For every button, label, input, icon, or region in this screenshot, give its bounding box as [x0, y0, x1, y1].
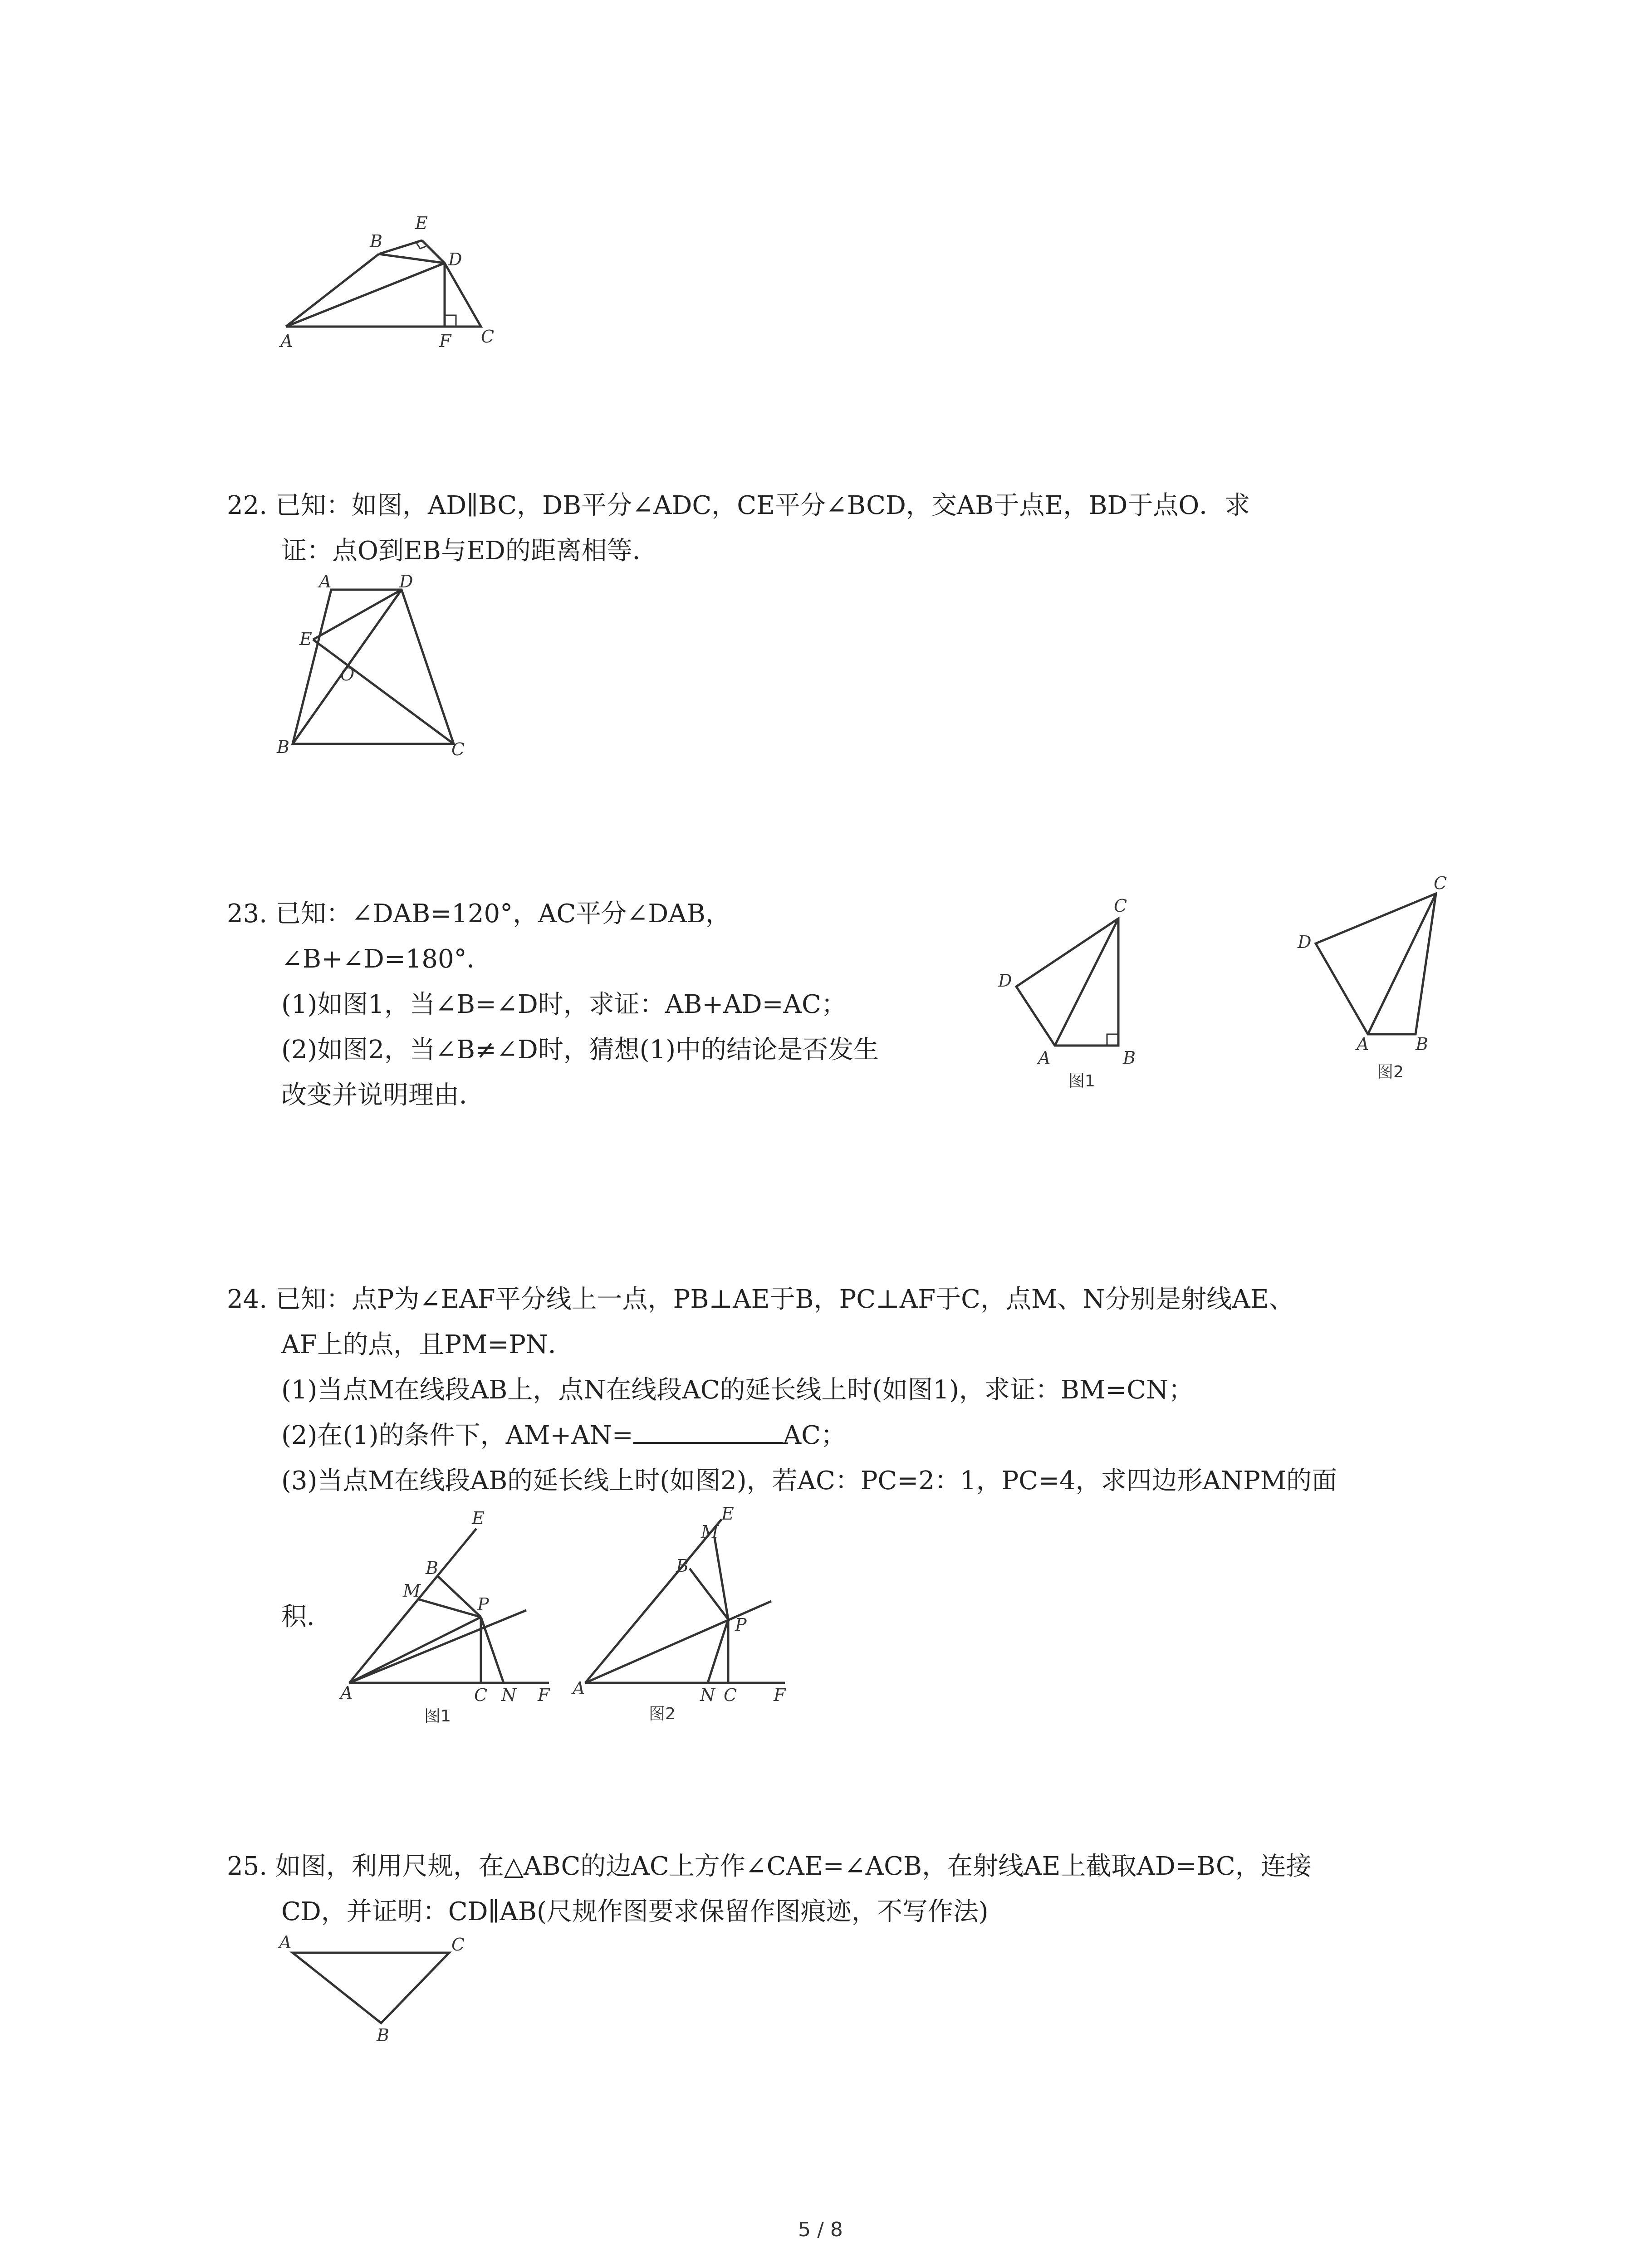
q24-fig1-segment-pn — [481, 1617, 504, 1683]
q24-fig2-label-c: C — [724, 1685, 737, 1705]
question-25 — [227, 1844, 1312, 1935]
q24-fig1-label-a: A — [340, 1683, 353, 1703]
q22-label-o: O — [340, 665, 355, 684]
q24-figure-1 — [336, 1508, 563, 1733]
q21-label-c: C — [481, 327, 495, 347]
q22-label-c: C — [451, 739, 465, 759]
q25-label-c: C — [451, 1935, 465, 1955]
q24-fig2-bisector — [585, 1601, 771, 1683]
q24-fig2-label-f: F — [774, 1685, 786, 1705]
q24-fig1-caption: 图1 — [424, 1707, 451, 1725]
q22-text-line-1: 22. 已知：如图，AD∥BC，DB平分∠ADC，CE平分∠BCD，交AB于点E，BD于点O．求 — [227, 491, 1250, 520]
question-24 — [227, 1277, 1337, 1504]
q24-fig1-segment-ap — [349, 1617, 481, 1683]
q21-segment-be — [379, 240, 422, 254]
page-number: 5 / 8 — [798, 2218, 843, 2241]
q25-figure — [272, 1930, 490, 2048]
q23-fig1-quadrilateral — [1016, 919, 1118, 1046]
q24-text-line-3: (1)当点M在线段AB上，点N在线段AC的延长线上时(如图1)，求证：BM=CN； — [281, 1375, 1194, 1405]
q21-label-a: A — [280, 331, 293, 351]
q25-label-a: A — [279, 1932, 292, 1952]
q22-label-a: A — [319, 572, 332, 591]
q24-text-line-4 — [227, 1413, 1337, 1458]
q21-label-b: B — [370, 231, 382, 251]
q23-fig2-label-b: B — [1416, 1034, 1428, 1054]
q23-fig2-label-c: C — [1434, 873, 1447, 893]
q23-fig1-caption: 图1 — [1068, 1072, 1095, 1090]
q24-text-line-6 — [281, 1594, 332, 1640]
q23-fig1-label-c: C — [1114, 896, 1127, 916]
q23-figure-2 — [1288, 873, 1470, 1091]
q24-line-4-suffix: AC； — [783, 1421, 847, 1450]
q24-fig1-ray-ae — [349, 1529, 476, 1683]
q23-fig1-label-d: D — [998, 971, 1012, 991]
q24-fig2-caption: 图2 — [649, 1705, 676, 1723]
q24-fig1-label-n: N — [501, 1685, 517, 1705]
q22-text-line-2: 证：点O到EB与ED的距离相等． — [281, 536, 658, 566]
q24-text-line-1: 24. 已知：点P为∠EAF平分线上一点，PB⊥AE于B，PC⊥AF于C，点M、N分别是射线AE、 — [227, 1285, 1294, 1314]
q23-fig2-quadrilateral — [1316, 894, 1436, 1034]
question-22 — [227, 483, 1250, 574]
q25-text-line-2: CD，并证明：CD∥AB(尺规作图要求保留作图痕迹，不写作法) — [281, 1897, 989, 1926]
q23-fig2-caption: 图2 — [1377, 1063, 1404, 1081]
q23-fig2-label-a: A — [1357, 1034, 1369, 1054]
q23-text-line-4: (2)如图2，当∠B≠∠D时，猜想(1)中的结论是否发生 — [281, 1035, 879, 1065]
q21-label-e: E — [415, 213, 428, 233]
q21-label-f: F — [439, 331, 451, 351]
q23-fig1-segment-ac — [1055, 919, 1118, 1046]
q22-trapezoid — [293, 590, 454, 744]
q22-label-b: B — [277, 737, 289, 757]
q21-figure — [268, 213, 508, 358]
q23-text-line-2: ∠B+∠D=180°． — [281, 944, 492, 974]
q23-fig1-label-a: A — [1038, 1048, 1051, 1068]
q24-figure-2 — [567, 1501, 803, 1733]
q24-text-line-2: AF上的点，且PM=PN． — [281, 1330, 573, 1359]
q24-text-line-6-text: 积． — [281, 1602, 332, 1632]
q24-fig1-label-p: P — [477, 1594, 489, 1614]
q23-fig1-label-b: B — [1123, 1048, 1136, 1068]
q24-fig2-label-m: M — [701, 1522, 719, 1542]
q24-line-4-prefix: (2)在(1)的条件下，AM+AN= — [281, 1421, 633, 1450]
q24-fig1-label-m: M — [403, 1581, 421, 1601]
q24-fig2-segment-bp — [690, 1569, 728, 1619]
q21-triangle — [286, 263, 481, 327]
q25-text-line-1: 25. 如图，利用尺规，在△ABC的边AC上方作∠CAE=∠ACB，在射线AE上截取AD=BC，连接 — [227, 1852, 1312, 1881]
q21-label-d: D — [448, 249, 462, 269]
q24-fig2-label-a: A — [573, 1678, 585, 1698]
q23-text-line-3: (1)如图1，当∠B=∠D时，求证：AB+AD=AC； — [281, 990, 847, 1019]
q22-segment-ed — [313, 590, 402, 640]
q22-figure — [272, 572, 481, 762]
q24-fig2-label-p: P — [735, 1615, 747, 1635]
q23-text-line-5: 改变并说明理由． — [281, 1080, 485, 1110]
q23-text-line-1: 23. 已知：∠DAB=120°，AC平分∠DAB， — [227, 899, 731, 929]
q21-segment-bd — [379, 254, 445, 263]
q24-fig1-label-f: F — [538, 1685, 550, 1705]
q22-segment-ec — [313, 640, 454, 744]
q23-fig2-label-d: D — [1298, 932, 1312, 952]
q25-label-b: B — [377, 2025, 389, 2045]
q21-right-angle-f — [445, 315, 456, 327]
q24-fig1-label-c: C — [474, 1685, 488, 1705]
q24-fig2-ray-ae — [585, 1520, 721, 1683]
q24-answer-blank[interactable] — [633, 1415, 783, 1444]
q24-fig2-label-b: B — [676, 1556, 689, 1576]
q24-fig2-label-e: E — [721, 1504, 734, 1524]
q24-text-line-5: (3)当点M在线段AB的延长线上时(如图2)，若AC：PC=2：1，PC=4，求四边形ANPM的面 — [281, 1466, 1337, 1496]
question-23 — [227, 891, 879, 1118]
q24-fig2-segment-mp — [715, 1538, 728, 1619]
q23-fig1-right-angle-b — [1107, 1034, 1118, 1046]
q25-triangle-abc — [293, 1953, 449, 2023]
q24-fig1-label-b: B — [426, 1558, 438, 1578]
q22-label-d: D — [399, 572, 413, 591]
q22-label-e: E — [299, 629, 312, 649]
q21-segment-ab — [286, 254, 379, 327]
q23-figure-1 — [989, 898, 1152, 1098]
q24-fig2-label-n: N — [700, 1685, 715, 1705]
q24-fig1-label-e: E — [472, 1508, 485, 1528]
